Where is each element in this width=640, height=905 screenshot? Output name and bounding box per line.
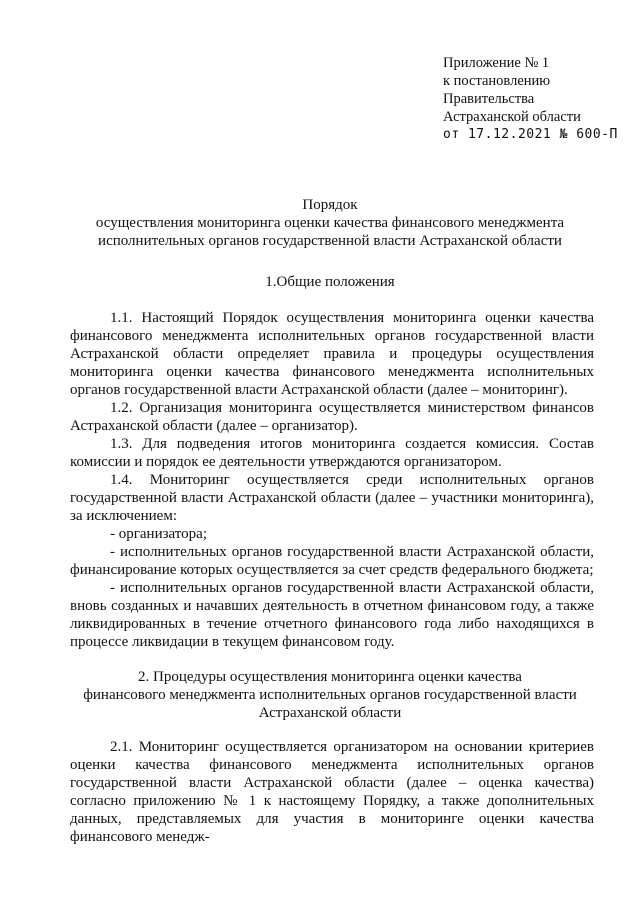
document-title [60, 196, 600, 250]
appendix-date-line: от 17.12.2021 № 600-П [443, 127, 618, 142]
exception-item-1: - организатора; [110, 526, 207, 542]
paragraph-1-2: 1.2. Организация мониторинга осуществляется министерством финансов Астраханской области (далее – организатор). [70, 400, 594, 434]
section2-heading-line: Астраханской области [258, 705, 402, 721]
title-line: исполнительных органов государственной власти Астраханской области [98, 233, 562, 249]
appendix-line: Астраханской области [443, 109, 581, 125]
title-line: Порядок [302, 197, 358, 213]
section2-heading [60, 668, 600, 722]
section2-body [70, 738, 594, 846]
exception-item-2: - исполнительных органов государственной власти Астраханской области, финансирование которых осуществляется за счет средств федерального бюджета; [70, 544, 594, 578]
appendix-line: Правительства [443, 91, 535, 107]
appendix-line: Приложение № 1 [443, 55, 550, 71]
exception-item-3: - исполнительных органов государственной власти Астраханской области, вновь созданных и начавших деятельность в отчетном финансовом году, а также ликвидированных в течение отчетного финансового года либо находящихся в процессе ликвидации в текущем финансовом году. [70, 580, 594, 650]
appendix-line: к постановлению [443, 73, 551, 89]
section2-heading-line: 2. Процедуры осуществления мониторинга оценки качества [138, 669, 522, 685]
paragraph-2-1: 2.1. Мониторинг осуществляется организатором на основании критериев оценки качества финансового менеджмента исполнительных органов государственной власти Астраханской области (далее – оценка качества) согласно приложению № 1 к настоящему Порядку, а также дополнительных данных, представляемых для участия в мониторинге оценки качества финансового менедж- [70, 739, 594, 845]
section1-heading: 1.Общие положения [265, 274, 395, 290]
section1-body [70, 309, 594, 651]
section2-heading-line: финансового менеджмента исполнительных органов государственной власти [83, 687, 577, 703]
appendix-block [443, 54, 618, 144]
paragraph-1-3: 1.3. Для подведения итогов мониторинга создается комиссия. Состав комиссии и порядок ее деятельности утверждаются организатором. [70, 436, 594, 470]
paragraph-1-4: 1.4. Мониторинг осуществляется среди исполнительных органов государственной власти Астраханской области (далее – участники мониторинга), за исключением: [70, 472, 594, 524]
title-line: осуществления мониторинга оценки качества финансового менеджмента [95, 215, 565, 231]
paragraph-1-1: 1.1. Настоящий Порядок осуществления мониторинга оценки качества финансового менеджмента исполнительных органов государственной власти Астраханской области определяет правила и процедуры осуществления мониторинга оценки качества финансового менеджмента исполнительных органов государственной власти Астраханской области (далее – мониторинг). [70, 310, 594, 398]
